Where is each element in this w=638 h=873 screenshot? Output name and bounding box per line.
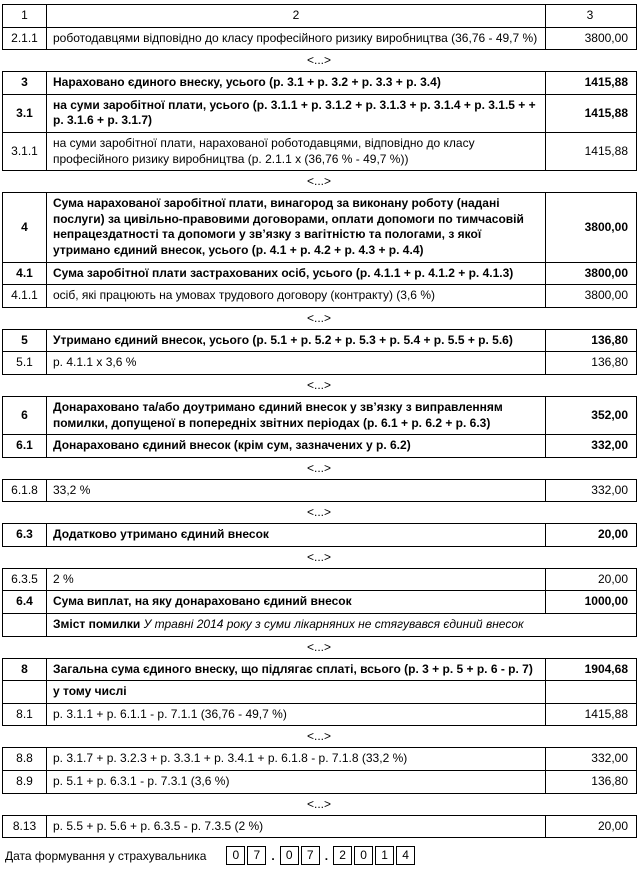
- row-value-cell: 1904,68: [546, 658, 637, 681]
- row-text-cell: на суми заробітної плати, нарахованої роботодавцями, відповідно до класу професійного ризику виробництва (р. 2.1.1 х (36,76 % - 49,7 %)): [47, 132, 546, 170]
- row-number-cell: 8.9: [3, 771, 47, 794]
- table-separator: <...>: [306, 505, 332, 520]
- date-digit-box: 0: [226, 846, 245, 865]
- table-separator: <...>: [306, 639, 332, 654]
- table-row: [3, 27, 637, 50]
- date-dot: .: [271, 848, 275, 863]
- row-text-cell: Нараховано єдиного внеску, усього (р. 3.1 + р. 3.2 + р. 3.3 + р. 3.4): [47, 72, 546, 95]
- row-text-cell: Додатково утримано єдиний внесок: [47, 524, 546, 547]
- date-digit-box: 0: [354, 846, 373, 865]
- row-text-cell: осіб, які працюють на умовах трудового договору (контракту) (3,6 %): [47, 285, 546, 308]
- row-number-cell: 6: [3, 396, 47, 434]
- row-number-cell: [3, 681, 47, 704]
- table-row: [3, 524, 637, 547]
- row-number-cell: 4.1.1: [3, 285, 47, 308]
- header-col-2: 2: [47, 5, 546, 28]
- date-digit-box: 7: [247, 846, 266, 865]
- row-value-cell: 332,00: [546, 435, 637, 458]
- row-value-cell: 3800,00: [546, 193, 637, 262]
- table-segment: [2, 479, 637, 503]
- table-row: [3, 815, 637, 838]
- header-col-3: 3: [546, 5, 637, 28]
- table-separator: <...>: [306, 729, 332, 744]
- form-date-boxes: [226, 846, 417, 865]
- row-number-cell: 6.3.5: [3, 568, 47, 591]
- table-segment: [2, 71, 637, 171]
- row-value-cell: 1415,88: [546, 132, 637, 170]
- row-number-cell: 5.1: [3, 352, 47, 375]
- table-segment: [2, 396, 637, 458]
- row-text-cell: р. 3.1.1 + р. 6.1.1 - р. 7.1.1 (36,76 - 49,7 %): [47, 703, 546, 726]
- table-separator: <...>: [306, 549, 332, 564]
- row-value-cell: 20,00: [546, 524, 637, 547]
- row-text-cell: Утримано єдиний внесок, усього (р. 5.1 + р. 5.2 + р. 5.3 + р. 5.4 + р. 5.5 + р. 5.6): [47, 329, 546, 352]
- table-separator: <...>: [306, 53, 332, 68]
- table-row: [3, 681, 637, 704]
- table-row: [3, 435, 637, 458]
- date-dot: .: [324, 848, 329, 863]
- table-row: [3, 568, 637, 591]
- date-digit-box: 1: [375, 846, 394, 865]
- table-row: [3, 591, 637, 614]
- row-number-cell: 3.1.1: [3, 132, 47, 170]
- row-number-cell: 6.1: [3, 435, 47, 458]
- row-number-cell: [3, 614, 47, 637]
- table-row: [3, 703, 637, 726]
- row-text-cell: р. 3.1.7 + р. 3.2.3 + р. 3.3.1 + р. 3.4.1 + р. 6.1.8 - р. 7.1.8 (33,2 %): [47, 748, 546, 771]
- date-digit-box: 0: [280, 846, 299, 865]
- row-number-cell: 6.4: [3, 591, 47, 614]
- row-value-cell: 3800,00: [546, 27, 637, 50]
- table-row: [3, 193, 637, 262]
- row-value-cell: 136,80: [546, 352, 637, 375]
- row-number-cell: 8.13: [3, 815, 47, 838]
- row-number-cell: 4.1: [3, 262, 47, 285]
- row-text-cell: р. 5.5 + р. 5.6 + р. 6.3.5 - р. 7.3.5 (2 %): [47, 815, 546, 838]
- row-number-cell: 2.1.1: [3, 27, 47, 50]
- table-row: [3, 262, 637, 285]
- table-segment: [2, 568, 637, 637]
- row-number-cell: 6.3: [3, 524, 47, 547]
- table-row: [3, 352, 637, 375]
- date-digit-box: 7: [301, 846, 320, 865]
- row-value-cell: 352,00: [546, 396, 637, 434]
- error-note-text: У травні 2014 року з суми лікарняних не стягувався єдиний внесок: [143, 617, 524, 632]
- error-note-label: Зміст помилки: [53, 617, 141, 632]
- table-segment: [2, 658, 637, 727]
- row-value-cell: 332,00: [546, 479, 637, 502]
- table-row: [3, 329, 637, 352]
- form-date-row: [2, 846, 636, 865]
- table-row: [3, 72, 637, 95]
- row-number-cell: 8: [3, 658, 47, 681]
- row-value-cell: 20,00: [546, 568, 637, 591]
- table-separator: <...>: [306, 460, 332, 475]
- row-text-cell: Донараховано та/або доутримано єдиний внесок у зв’язку з виправленням помилки, допущеної в попередніх звітних періодах (р. 6.1 + р. 6.2 + р. 6.3): [47, 396, 546, 434]
- table-separator: <...>: [306, 377, 332, 392]
- table-separator: <...>: [306, 310, 332, 325]
- row-text-cell: 33,2 %: [47, 479, 546, 502]
- row-number-cell: 5: [3, 329, 47, 352]
- row-value-cell: [546, 681, 637, 704]
- row-number-cell: 3: [3, 72, 47, 95]
- row-text-cell: р. 5.1 + р. 6.3.1 - р. 7.3.1 (3,6 %): [47, 771, 546, 794]
- table-row: [3, 748, 637, 771]
- row-value-cell: 1415,88: [546, 94, 637, 132]
- row-number-cell: 6.1.8: [3, 479, 47, 502]
- table-separator: <...>: [306, 796, 332, 811]
- row-value-cell: 332,00: [546, 748, 637, 771]
- row-text-cell: Загальна сума єдиного внеску, що підлягає сплаті, всього (р. 3 + р. 5 + р. 6 - р. 7): [47, 658, 546, 681]
- row-value-cell: 136,80: [546, 329, 637, 352]
- table-segment: [2, 329, 637, 375]
- date-digit-box: 2: [333, 846, 352, 865]
- row-text-cell: Сума заробітної плати застрахованих осіб, усього (р. 4.1.1 + р. 4.1.2 + р. 4.1.3): [47, 262, 546, 285]
- table-segment: [2, 815, 637, 839]
- row-value-cell: 3800,00: [546, 285, 637, 308]
- table-segment: [2, 4, 637, 50]
- row-number-cell: 8.8: [3, 748, 47, 771]
- table-row: [3, 479, 637, 502]
- table-row: [3, 132, 637, 170]
- row-value-cell: 136,80: [546, 771, 637, 794]
- table-segment: [2, 192, 637, 308]
- table-row: [3, 94, 637, 132]
- row-value-cell: 20,00: [546, 815, 637, 838]
- table-row-error-note: [3, 614, 637, 637]
- table-row: [3, 285, 637, 308]
- table-segment: [2, 747, 637, 793]
- row-value-cell: 1000,00: [546, 591, 637, 614]
- header-col-1: 1: [3, 5, 47, 28]
- row-number-cell: 3.1: [3, 94, 47, 132]
- row-text-cell: Сума нарахованої заробітної плати, винагород за виконану роботу (надані послуги) за цивільно-правовими договорами, оплати допомоги по тимчасовій непрацездатності та допомоги у зв’язку з вагітністю та пологами, з якої утримано єдиний внесок, усього (р. 4.1 + р. 4.2 + р. 4.3 + р. 4.4): [47, 193, 546, 262]
- table-row: [3, 396, 637, 434]
- table-separator: <...>: [306, 174, 332, 189]
- row-text-cell: р. 4.1.1 х 3,6 %: [47, 352, 546, 375]
- row-text-cell: Донараховано єдиний внесок (крім сум, зазначених у р. 6.2): [47, 435, 546, 458]
- row-number-cell: 8.1: [3, 703, 47, 726]
- form-date-label: Дата формування у страхувальника: [5, 848, 207, 863]
- date-digit-box: 4: [396, 846, 415, 865]
- row-value-cell: 1415,88: [546, 72, 637, 95]
- row-value-cell: 3800,00: [546, 262, 637, 285]
- row-text-cell: на суми заробітної плати, усього (р. 3.1.1 + р. 3.1.2 + р. 3.1.3 + р. 3.1.4 + р. 3.1.5 + + р. 3.1.6 + р. 3.1.7): [47, 94, 546, 132]
- row-text-cell: Сума виплат, на яку донараховано єдиний внесок: [47, 591, 546, 614]
- table-row: [3, 658, 637, 681]
- row-text-cell: [47, 614, 637, 637]
- row-value-cell: 1415,88: [546, 703, 637, 726]
- row-text-cell: у тому числі: [47, 681, 546, 704]
- row-text-cell: 2 %: [47, 568, 546, 591]
- table-header-row: [3, 5, 637, 28]
- table-row: [3, 771, 637, 794]
- row-text-cell: роботодавцями відповідно до класу професійного ризику виробництва (36,76 - 49,7 %): [47, 27, 546, 50]
- table-segment: [2, 523, 637, 547]
- row-number-cell: 4: [3, 193, 47, 262]
